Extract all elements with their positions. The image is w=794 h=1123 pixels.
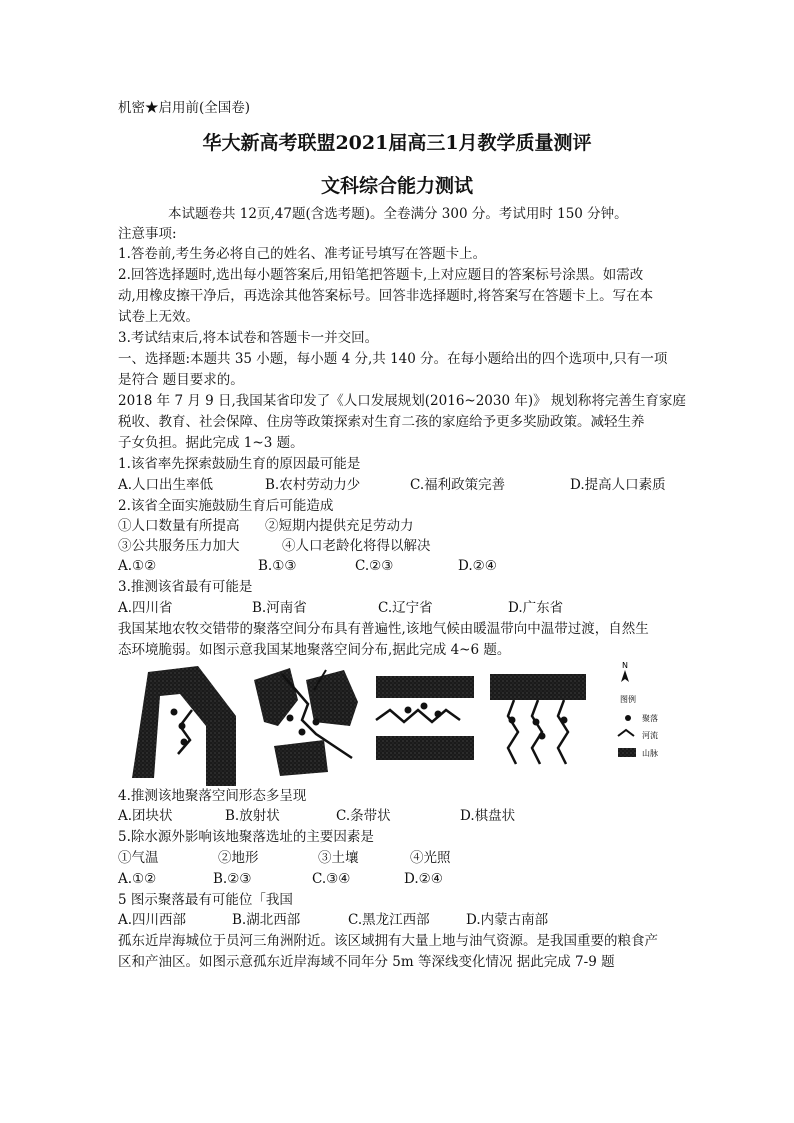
section-heading-line-2: 是符合 题目要求的。 xyxy=(118,372,244,388)
mountain-4 xyxy=(490,674,586,700)
settlement-dot xyxy=(509,717,516,724)
q2-option-b: B.①③ xyxy=(258,558,297,574)
q6-option-c: C.黑龙江西部 xyxy=(348,912,430,928)
legend-title: 图例 xyxy=(620,695,636,704)
q5-statement-3: ③土壤 xyxy=(318,850,359,866)
mountain-3b xyxy=(376,736,474,760)
passage1-line-2: 税收、教育、社会保障、住房等政策探索对生育二孩的家庭给予更多奖励政策。减轻生养 xyxy=(118,414,645,430)
panel-3 xyxy=(376,676,474,760)
settlement-map-svg xyxy=(118,660,678,786)
north-label: N xyxy=(622,661,628,670)
q2-statement-1: ①人口数量有所提高 xyxy=(118,518,240,534)
q5-option-b: B.②③ xyxy=(213,871,252,887)
passage3-line-2: 区和产油区。如图示意孤东近岸海域不同年分 5m 等深线变化情况 据此完成 7-9 题 xyxy=(118,954,615,970)
settlement-dot xyxy=(313,719,320,726)
passage3-line-1: 孤东近岸海城位于员河三角洲附近。该区域拥有大量上地与油气资源。是我国重要的粮食产 xyxy=(118,933,658,949)
notes-heading: 注意事项: xyxy=(118,226,177,242)
settlement-dot xyxy=(421,703,428,710)
panel-2 xyxy=(254,668,358,776)
settlement-dot xyxy=(561,717,568,724)
q1-option-b: B.农村劳动力少 xyxy=(265,477,361,493)
river-4c xyxy=(558,700,568,764)
passage2-line-2: 态环境脆弱。如图示意我国某地聚落空间分布,据此完成 4~6 题。 xyxy=(118,642,511,658)
river-4b xyxy=(532,700,542,764)
q5-statement-2: ②地形 xyxy=(218,850,259,866)
note-2-line-2: 动,用橡皮擦干净后，再选涂其他答案标号。回答非选择题时,将答案写在答题卡上。写在本 xyxy=(118,288,654,304)
legend-mountain-icon xyxy=(618,748,636,757)
river-3 xyxy=(376,710,460,722)
passage1-line-1: 2018 年 7 月 9 日,我国某省印发了《人口发展规划(2016~2030 年)》 规划称将完善生育家庭 xyxy=(118,393,686,409)
q2-statement-4: ④人口老龄化将得以解决 xyxy=(282,538,431,554)
settlement-dot xyxy=(181,739,188,746)
q6-option-d: D.内蒙古南部 xyxy=(466,912,549,928)
mountain-2c xyxy=(274,740,328,776)
q5-option-a: A.①② xyxy=(118,871,157,887)
q2-option-a: A.①② xyxy=(118,558,157,574)
passage1-line-3: 子女负担。据此完成 1~3 题。 xyxy=(118,435,304,451)
q1-option-a: A.人口出生率低 xyxy=(118,477,214,493)
q6-option-b: B.湖北西部 xyxy=(232,912,301,928)
q3-option-b: B.河南省 xyxy=(252,600,307,616)
legend-river-icon xyxy=(618,730,634,736)
passage2-line-1: 我国某地农牧交错带的聚落空间分布具有普遍性,该地气候由暖温带向中温带过渡，自然生 xyxy=(118,621,649,637)
panel-4 xyxy=(490,674,586,764)
q1-option-c: C.福利政策完善 xyxy=(410,477,506,493)
legend-settlement-icon xyxy=(625,715,631,721)
settlement-map-figure xyxy=(118,660,678,786)
settlement-dot xyxy=(179,723,186,730)
settlement-dot xyxy=(539,733,546,740)
q3-option-c: C.辽宁省 xyxy=(378,600,433,616)
exam-subtitle: 文科综合能力测试 xyxy=(320,175,473,197)
river-1 xyxy=(178,710,192,754)
settlement-dot xyxy=(405,707,412,714)
q2-option-c: C.②③ xyxy=(355,558,394,574)
q6-stem: 5 图示聚落最有可能位「我国 xyxy=(118,892,293,908)
settlement-dot xyxy=(299,729,306,736)
q5-statement-4: ④光照 xyxy=(410,850,451,866)
q5-statement-1: ①气温 xyxy=(118,850,159,866)
settlement-dot xyxy=(287,715,294,722)
mountain-3a xyxy=(376,676,474,698)
legend-river-label: 河流 xyxy=(642,731,658,740)
q3-option-d: D.广东省 xyxy=(508,600,564,616)
q1-stem: 1.该省率先探索鼓励生育的原因最可能是 xyxy=(118,456,361,472)
exam-title: 华大新高考联盟2021届高三1月教学质量测评 xyxy=(202,132,592,154)
legend-mountain-label: 山脉 xyxy=(642,749,658,758)
q5-option-c: C.③④ xyxy=(312,871,351,887)
map-legend xyxy=(618,661,658,758)
settlement-dot xyxy=(435,711,442,718)
settlement-dot xyxy=(533,719,540,726)
q3-stem: 3.推测该省最有可能是 xyxy=(118,579,253,595)
note-3: 3.考试结束后,将本试卷和答题卡一并交回。 xyxy=(118,330,379,346)
q3-option-a: A.四川省 xyxy=(118,600,173,616)
q4-option-c: C.条带状 xyxy=(336,808,391,824)
section-heading-line-1: 一、选择题:本题共 35 小题，每小题 4 分,共 140 分。在每小题给出的四个选项中,只有一项 xyxy=(118,351,668,367)
q5-option-d: D.②④ xyxy=(404,871,443,887)
q4-option-b: B.放射状 xyxy=(225,808,280,824)
note-1: 1.答卷前,考生务必将自己的姓名、准考证号填写在答题卡上。 xyxy=(118,246,487,262)
mountain-2b xyxy=(306,670,358,726)
q2-option-d: D.②④ xyxy=(458,558,497,574)
secret-label: 机密★启用前(全国卷) xyxy=(118,100,251,116)
note-2-line-3: 试卷上无效。 xyxy=(118,309,199,325)
north-arrow-icon xyxy=(621,670,629,682)
q5-stem: 5.除水源外影响该地聚落选址的主要因素是 xyxy=(118,829,374,845)
panel-1 xyxy=(132,666,236,786)
settlement-dot xyxy=(171,709,178,716)
q4-stem: 4.推测该地聚落空间形态多呈现 xyxy=(118,788,307,804)
q2-statement-2: ②短期内提供充足劳动力 xyxy=(265,518,414,534)
river-4a xyxy=(508,700,518,764)
note-2-line-1: 2.回答选择题时,选出每小题答案后,用铅笔把答题卡,上对应题目的答案标号涂黑。如需改 xyxy=(118,267,644,283)
q4-option-a: A.团块状 xyxy=(118,808,173,824)
exam-intro: 本试题卷共 12页,47题(含选考题)。全卷满分 300 分。考试用时 150 分钟。 xyxy=(168,206,628,222)
q6-option-a: A.四川西部 xyxy=(118,912,187,928)
q2-stem: 2.该省全面实施鼓励生育后可能造成 xyxy=(118,498,334,514)
legend-settlement-label: 聚落 xyxy=(642,714,658,723)
q4-option-d: D.棋盘状 xyxy=(460,808,516,824)
q1-option-d: D.提高人口素质 xyxy=(570,477,666,493)
q2-statement-3: ③公共服务压力加大 xyxy=(118,538,240,554)
